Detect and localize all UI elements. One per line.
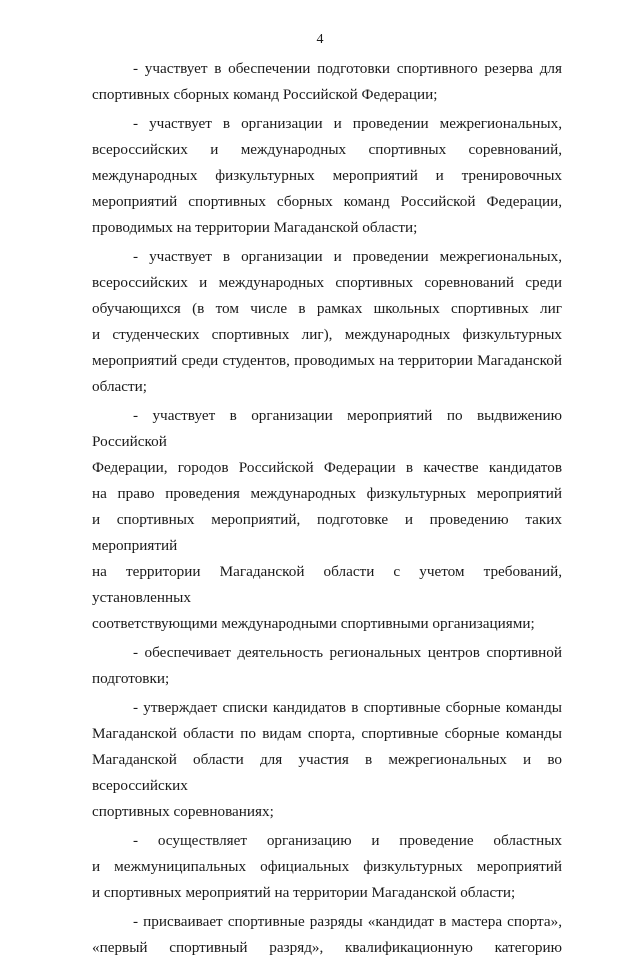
list-item xyxy=(92,909,562,961)
list-item xyxy=(92,244,562,400)
text-line: - участвует в организации и проведении межрегиональных, xyxy=(133,115,562,132)
list-item xyxy=(92,56,562,108)
list-item xyxy=(92,403,562,637)
text-line: обучающихся (в том числе в рамках школьных спортивных лиг xyxy=(92,300,562,317)
document-body xyxy=(92,56,562,964)
list-item xyxy=(92,640,562,692)
text-line: и спортивных мероприятий на территории Магаданской области; xyxy=(92,884,516,901)
text-line: - обеспечивает деятельность региональных центров спортивной xyxy=(133,644,562,661)
text-line: - участвует в организации мероприятий по выдвижению Российской xyxy=(92,407,562,450)
text-line: - присваивает спортивные разряды «кандидат в мастера спорта», xyxy=(133,913,562,930)
text-line: - утверждает списки кандидатов в спортивные сборные команды xyxy=(133,699,562,716)
text-line: спортивных сборных команд Российской Федерации; xyxy=(92,86,438,103)
list-item xyxy=(92,828,562,906)
text-line: Магаданской области по видам спорта, спортивные сборные команды xyxy=(92,725,562,742)
text-line: соответствующими международными спортивными организациями; xyxy=(92,615,535,632)
text-line: на право проведения международных физкультурных мероприятий xyxy=(92,485,562,502)
text-line: области; xyxy=(92,378,147,395)
page-number: 4 xyxy=(316,32,324,47)
text-line: и межмуниципальных официальных физкультурных мероприятий xyxy=(92,858,562,875)
text-line: Федерации, городов Российской Федерации в качестве кандидатов xyxy=(92,459,562,476)
text-line: - участвует в обеспечении подготовки спортивного резерва для xyxy=(133,60,562,77)
text-line: подготовки; xyxy=(92,670,170,687)
text-line: всероссийских и международных спортивных соревнований, xyxy=(92,141,562,158)
text-line: всероссийских и международных спортивных соревнований среди xyxy=(92,274,562,291)
text-line: мероприятий спортивных сборных команд Российской Федерации, xyxy=(92,193,562,210)
text-line: и студенческих спортивных лиг), международных физкультурных xyxy=(92,326,562,343)
text-line: - осуществляет организацию и проведение областных xyxy=(133,832,562,849)
text-line: Магаданской области для участия в межрегиональных и во всероссийских xyxy=(92,751,562,794)
list-item xyxy=(92,111,562,241)
text-line: мероприятий среди студентов, проводимых на территории Магаданской xyxy=(92,352,562,369)
text-line: «первый спортивный разряд», квалификационную категорию xyxy=(92,939,562,956)
text-line: на территории Магаданской области с учетом требований, установленных xyxy=(92,563,562,606)
text-line: проводимых на территории Магаданской области; xyxy=(92,219,418,236)
text-line: международных физкультурных мероприятий и тренировочных xyxy=(92,167,562,184)
text-line: - участвует в организации и проведении межрегиональных, xyxy=(133,248,562,265)
text-line: спортивных соревнованиях; xyxy=(92,803,274,820)
text-line: и спортивных мероприятий, подготовке и проведению таких мероприятий xyxy=(92,511,562,554)
list-item xyxy=(92,695,562,825)
